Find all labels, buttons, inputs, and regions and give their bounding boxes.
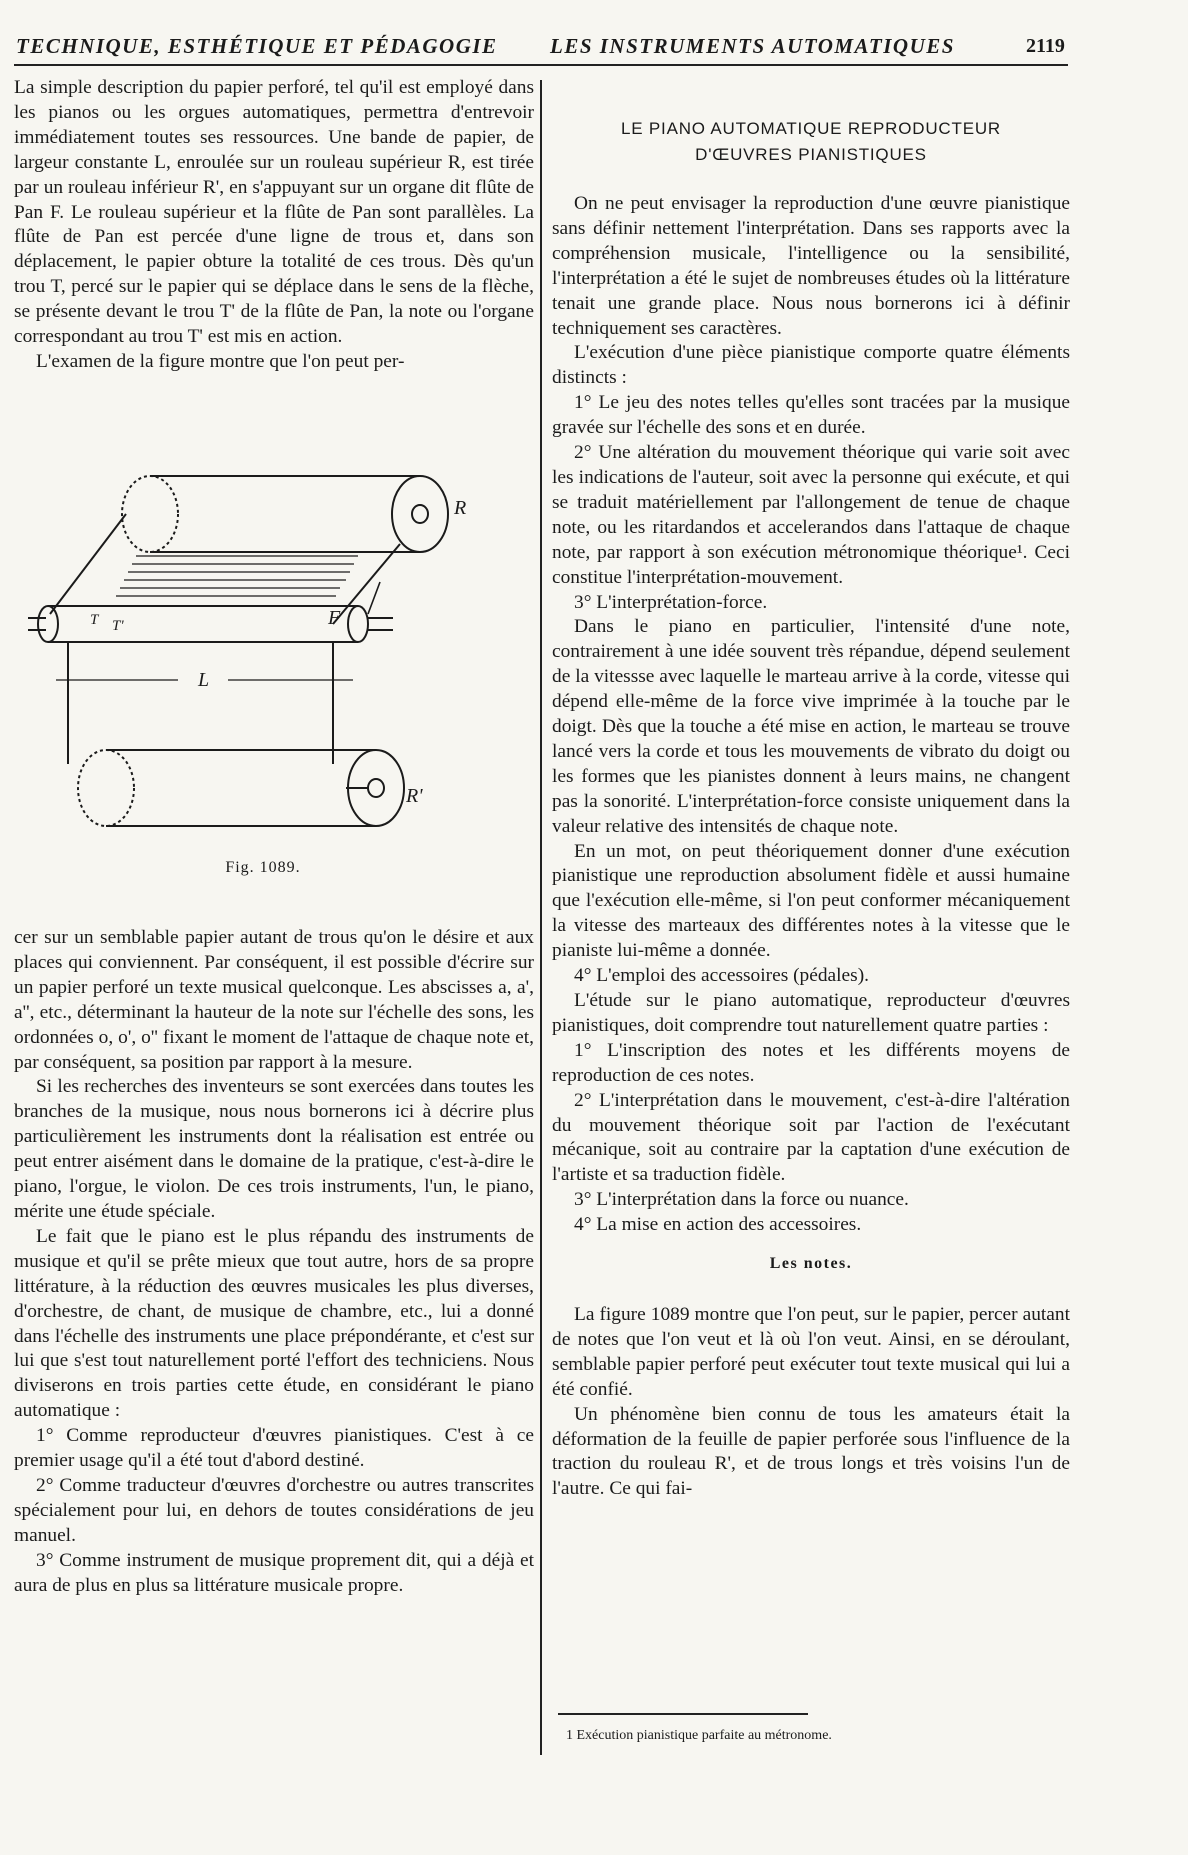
footnote-rule	[558, 1713, 808, 1715]
header-left-title: TECHNIQUE, ESTHÉTIQUE ET PÉDAGOGIE	[16, 34, 498, 58]
paragraph: 1° L'inscription des notes et les différents moyens de reproduction de ces notes.	[552, 1039, 1070, 1086]
label-L: L	[198, 669, 210, 691]
paragraph: 2° Comme traducteur d'œuvres d'orchestre ou autres transcrites spécialement pour lui, en dehors de toutes considérations de jeu manuel.	[14, 1474, 534, 1546]
footnote: 1 Exécution pianistique parfaite au métronome.	[566, 1728, 832, 1743]
paragraph: L'exécution d'une pièce pianistique comporte quatre éléments distincts :	[552, 342, 1070, 389]
right-column	[552, 116, 1070, 1502]
section-title-line2: D'ŒUVRES PIANISTIQUES	[695, 145, 927, 164]
paragraph: Un phénomène bien connu de tous les amateurs était la déformation de la feuille de papier perforée sous l'influence de la traction du rouleau R', et de trous longs et très voisins l'un de l'autre. Ce qui fai-	[552, 1403, 1070, 1500]
section-title-line1: LE PIANO AUTOMATIQUE REPRODUCTEUR	[621, 119, 1001, 138]
label-F: F	[328, 607, 341, 629]
figure-1089	[28, 464, 528, 876]
running-header	[14, 30, 1068, 66]
left-column-top	[14, 76, 534, 375]
paragraph: La figure 1089 montre que l'on peut, sur le papier, percer autant de notes que l'on veut et là où l'on veut. Ainsi, en se déroulant, semblable papier perforé peut exécuter tout texte musical qui lui a été confié.	[552, 1303, 1070, 1400]
paragraph: 2° Une altération du mouvement théorique qui varie soit avec les indications de l'auteur, soit avec la personne qui exécute, et qui se traduit matériellement par l'allongement de tenue de chaque note, ou les ritardandos et accelerandos dans l'attaque de chaque note, par rapport à son exécution métronomique théorique¹. Ceci constitue l'interprétation-mouvement.	[552, 442, 1070, 588]
column-divider	[540, 80, 542, 1755]
paragraph: 3° L'interprétation dans la force ou nuance.	[574, 1189, 909, 1211]
paragraph: 3° L'interprétation-force.	[574, 591, 768, 613]
paragraph: L'étude sur le piano automatique, reproducteur d'œuvres pianistiques, doit comprendre tout naturellement quatre parties :	[552, 990, 1070, 1036]
paragraph: 2° L'interprétation dans le mouvement, c'est-à-dire l'altération du mouvement théorique soit par l'action de l'exécutant mécanique, soit au contraire par la captation d'une exécution de l'artiste et sa traduction fidèle.	[552, 1089, 1070, 1186]
paragraph: Le fait que le piano est le plus répandu des instruments de musique et qu'il se prête mieux que tout autre, hors de sa propre littérature, à la réduction des œuvres musicales les plus diverses, d'orchestre, de chant, de musique de chambre, etc., lui a donné dans l'échelle des instruments une place prépondérante, et c'est sur lui que s'est tout naturellement porté l'effort des techniciens. Nous diviserons en trois parties cette étude, en considérant le piano automatique :	[14, 1225, 534, 1422]
paragraph: La simple description du papier perforé, tel qu'il est employé dans les pianos ou les orgues automatiques, permettra d'entrevoir immédiatement toutes ses ressources. Une bande de papier, de largeur constante L, enroulée sur un rouleau supérieur R, est tirée par un rouleau inférieur R', en s'appuyant sur un organe dit flûte de Pan F. Le rouleau supérieur et la flûte de Pan sont parallèles. La flûte de Pan est percée d'une ligne de trous et, dans son déplacement, le papier obture la totalité de ces trous. Dès qu'un trou T, percé sur le papier qui se déplace dans le sens de la flèche, se présente devant le trou T' de la flûte de Pan, la note ou l'organe correspondant au trou T' est mis en action.	[14, 77, 534, 348]
paragraph: Si les recherches des inventeurs se sont exercées dans toutes les branches de la musique, nous nous bornerons ici à décrire plus particulièrement les instruments dont la réalisation est entrée ou peut entrer aisément dans le domaine de la pratique, c'est-à-dire le piano, l'orgue, le violon. De ces trois instruments, l'un, le piano, mérite une étude spéciale.	[14, 1076, 534, 1222]
label-R: R	[454, 497, 467, 519]
page-number: 2119	[1026, 35, 1065, 57]
paragraph: L'examen de la figure montre que l'on peut per-	[36, 350, 405, 372]
section-title	[552, 116, 1070, 168]
label-R-prime: R'	[406, 785, 423, 807]
label-T: T	[90, 612, 99, 628]
header-right-title: LES INSTRUMENTS AUTOMATIQUES	[550, 34, 955, 58]
paragraph: 1° Le jeu des notes telles qu'elles sont tracées par la musique gravée sur l'échelle des sons et en durée.	[552, 392, 1070, 439]
paragraph: En un mot, on peut théoriquement donner d'une exécution pianistique une reproduction absolument fidèle et aussi humaine que l'exécution elle-même, si l'on peut conformer mécaniquement la vitesse des marteaux des différentes notes à la vitesse que le pianiste lui-même a donnée.	[552, 840, 1070, 962]
subheading-les-notes: Les notes.	[769, 1255, 853, 1273]
perforated-paper-diagram	[28, 464, 498, 844]
paragraph: 1° Comme reproducteur d'œuvres pianistiques. C'est à ce premier usage qu'il a été tout d'abord destiné.	[14, 1425, 534, 1472]
paragraph: 4° La mise en action des accessoires.	[574, 1214, 862, 1236]
paragraph: 3° Comme instrument de musique proprement dit, qui a déjà et aura de plus en plus sa littérature musicale propre.	[14, 1549, 534, 1596]
left-column-bottom	[14, 926, 534, 1598]
paragraph: cer sur un semblable papier autant de trous qu'on le désire et aux places qui conviennent. Par conséquent, il est possible d'écrire sur un papier perforé un texte musical quelconque. Les abscisses a, a', a'', etc., déterminant la hauteur de la note sur l'échelle des sons, les ordonnées o, o', o'' fixant le moment de l'attaque de chaque note et, par conséquent, sa position par rapport à la mesure.	[14, 927, 534, 1073]
paragraph: Dans le piano en particulier, l'intensité d'une note, contrairement à une idée souvent très répandue, dépend seulement de la vitessse avec laquelle le marteau arrive à la corde, vitesse qui dépend elle-même de la force vive imprimée à la touche par le doigt. Dès que la touche a été mise en action, le marteau se trouve lancé vers la corde et tous les mouvements de vibrato du doigt ou les formes que les pianistes donnent à leurs mains, ne changent pas la sonorité. L'interprétation-force consiste uniquement dans la valeur relative des intensités de chaque note.	[552, 616, 1070, 837]
paragraph: On ne peut envisager la reproduction d'une œuvre pianistique sans définir nettement l'interprétation. Dans ses rapports avec la compréhension musicale, l'intelligence ou la sensibilité, l'interprétation a été le sujet de nombreuses études où la littérature tenait une grande place. Nous nous bornerons ici à définir techniquement ses caractères.	[552, 193, 1070, 339]
figure-caption: Fig. 1089.	[225, 859, 301, 876]
paragraph: 4° L'emploi des accessoires (pédales).	[574, 965, 869, 987]
label-T-prime: T'	[112, 618, 124, 634]
